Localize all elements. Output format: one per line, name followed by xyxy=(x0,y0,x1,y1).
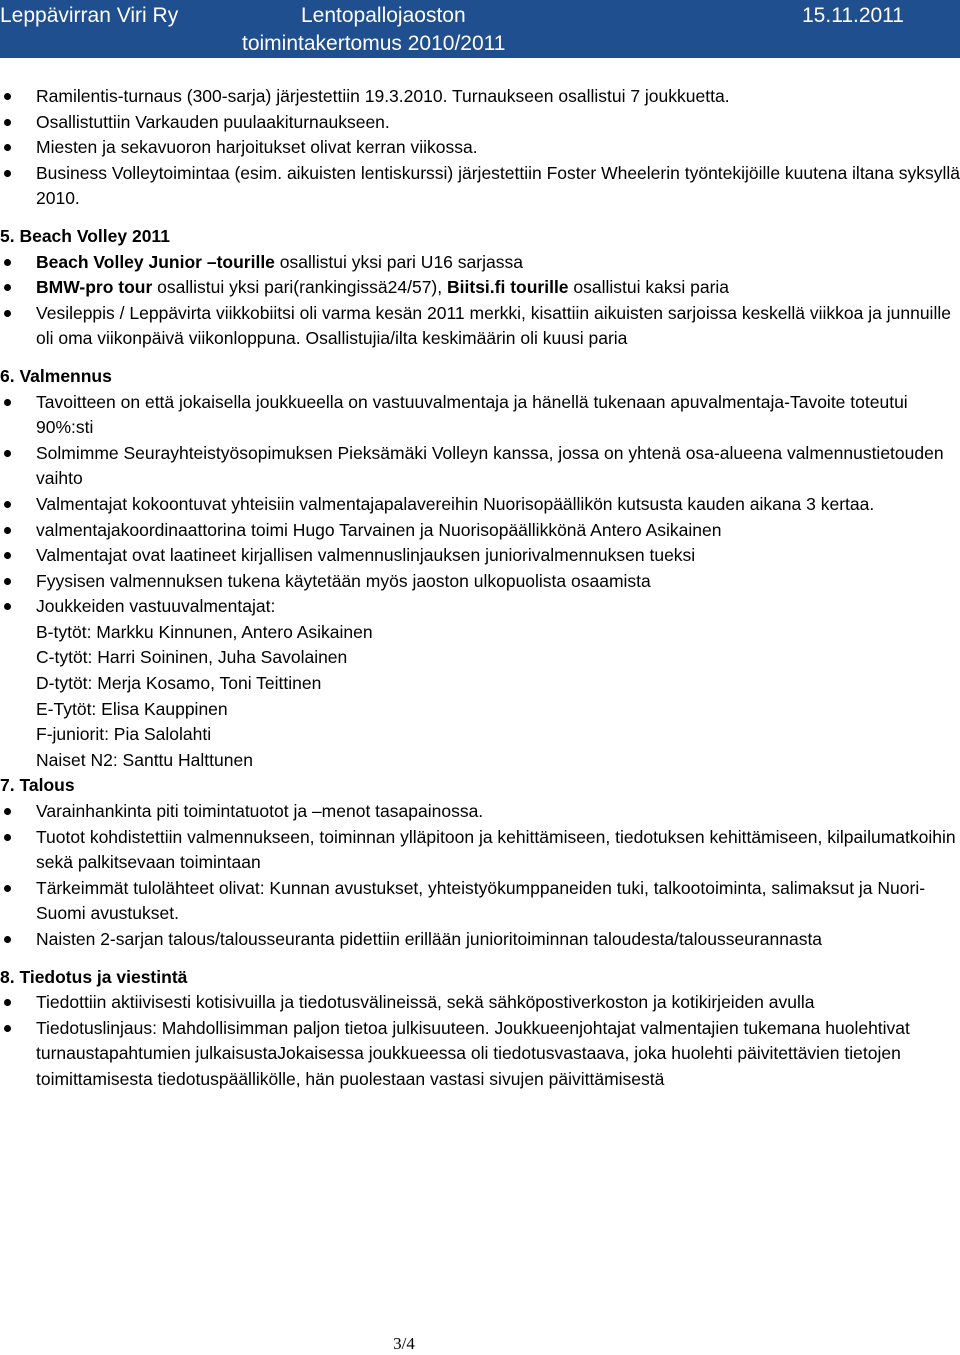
page-number: 3/4 xyxy=(393,1334,415,1353)
list-item: Tiedotuslinjaus: Mahdollisimman paljon tietoa julkisuuteen. Joukkueenjohtajat valmentajien tukemana huolehtivat turnaustapahtumien julkaisustaJokaisessa joukkueessa oli tiedotusvastaava, joka huolehti päivitettävien tietojen toimittamisesta tiedotuspäällikölle, hän puolestaan vastasi sivujen päivittämisestä xyxy=(0,1016,960,1093)
list-item: valmentajakoordinaattorina toimi Hugo Tarvainen ja Nuorisopäällikkönä Antero Asikainen xyxy=(0,518,960,544)
intro-list xyxy=(0,84,960,212)
section-heading-talous: 7. Talous xyxy=(0,775,75,796)
emphasis-text: Biitsi.fi tourille xyxy=(447,277,569,298)
list-item: Tärkeimmät tulolähteet olivat: Kunnan avustukset, yhteistyökumppaneiden tuki, talkootoiminta, salimaksut ja Nuori-Suomi avustukset. xyxy=(0,876,960,927)
list-item: Osallistuttiin Varkauden puulaakiturnaukseen. xyxy=(0,110,960,136)
valmennus-list xyxy=(0,390,960,620)
list-item: Valmentajat ovat laatineet kirjallisen valmennuslinjauksen juniorivalmennuksen tueksi xyxy=(0,543,960,569)
tiedotus-list xyxy=(0,990,960,1092)
emphasis-text: Beach Volley Junior –tourille xyxy=(36,251,275,272)
header-date: 15.11.2011 xyxy=(802,4,904,27)
coaches-list xyxy=(0,620,960,774)
coach-line: E-Tytöt: Elisa Kauppinen xyxy=(36,698,228,719)
header-org: Leppävirran Viri Ry xyxy=(0,4,179,27)
list-item: Tavoitteen on että jokaisella joukkueella on vastuuvalmentaja ja hänellä tukenaan apuvalmentaja-Tavoite toteutui 90%:sti xyxy=(0,390,960,441)
list-item: Varainhankinta piti toimintatuotot ja –menot tasapainossa. xyxy=(0,799,960,825)
emphasis-text: BMW-pro tour xyxy=(36,277,153,298)
list-item: Valmentajat kokoontuvat yhteisiin valmentajapalavereihin Nuorisopäällikön kutsusta kauden aikana 3 kertaa. xyxy=(0,492,960,518)
page-footer xyxy=(0,1333,960,1355)
section-heading-beach-volley: 5. Beach Volley 2011 xyxy=(0,225,170,246)
list-item: Fyysisen valmennuksen tukena käytetään myös jaoston ulkopuolista osaamista xyxy=(0,569,960,595)
coach-line: F-juniorit: Pia Salolahti xyxy=(36,724,212,745)
coach-line: D-tytöt: Merja Kosamo, Toni Teittinen xyxy=(36,673,322,694)
list-item xyxy=(0,250,960,276)
list-item: Tiedottiin aktiivisesti kotisivuilla ja tiedotusvälineissä, sekä sähköpostiverkoston ja kotikirjeiden avulla xyxy=(0,990,960,1016)
section-heading-tiedotus: 8. Tiedotus ja viestintä xyxy=(0,966,188,987)
list-item: Tuotot kohdistettiin valmennukseen, toiminnan ylläpitoon ja kehittämiseen, tiedotuksen kehittämiseen, kilpailumatkoihin sekä palkitsevaan toimintaan xyxy=(0,825,960,876)
page-header xyxy=(0,0,960,58)
list-item xyxy=(0,275,960,301)
coaches-label: Joukkeiden vastuuvalmentajat: xyxy=(36,596,276,617)
item-text: osallistui yksi pari(rankingissä24/57), xyxy=(152,277,447,298)
list-item: Naisten 2-sarjan talous/talousseuranta pidettiin erillään junioritoiminnan taloudesta/talousseurannasta xyxy=(0,927,960,953)
header-title: Lentopallojaoston xyxy=(301,4,466,27)
list-item: Solmimme Seurayhteistyösopimuksen Pieksämäki Volleyn kanssa, jossa on yhtenä osa-alueena valmennustietouden vaihto xyxy=(0,441,960,492)
coach-line: B-tytöt: Markku Kinnunen, Antero Asikainen xyxy=(36,621,373,642)
item-text: osallistui kaksi paria xyxy=(568,277,730,298)
talous-list xyxy=(0,799,960,953)
section-heading-valmennus: 6. Valmennus xyxy=(0,365,112,386)
document-body xyxy=(0,84,960,1093)
list-item: Ramilentis-turnaus (300-sarja) järjestettiin 19.3.2010. Turnaukseen osallistui 7 joukkuetta. xyxy=(0,84,960,110)
header-subtitle: toimintakertomus 2010/2011 xyxy=(242,32,506,55)
list-item: Miesten ja sekavuoron harjoitukset olivat kerran viikossa. xyxy=(0,135,960,161)
list-item: Business Volleytoimintaa (esim. aikuisten lentiskurssi) järjestettiin Foster Wheelerin työntekijöille kuutena iltana syksyllä 2010. xyxy=(0,161,960,212)
coach-line: C-tytöt: Harri Soininen, Juha Savolainen xyxy=(36,647,348,668)
list-item-coaches xyxy=(0,594,960,620)
beach-volley-list xyxy=(0,250,960,352)
list-item: Vesileppis / Leppävirta viikkobiitsi oli varma kesän 2011 merkki, kisattiin aikuisten sarjoissa keskellä viikkoa ja junnuille oli oma viikonpäivä viikonloppuna. Osallistujia/ilta keskimäärin oli kuusi paria xyxy=(0,301,960,352)
item-text: osallistui yksi pari U16 sarjassa xyxy=(274,251,523,272)
coach-line: Naiset N2: Santtu Halttunen xyxy=(36,749,253,770)
